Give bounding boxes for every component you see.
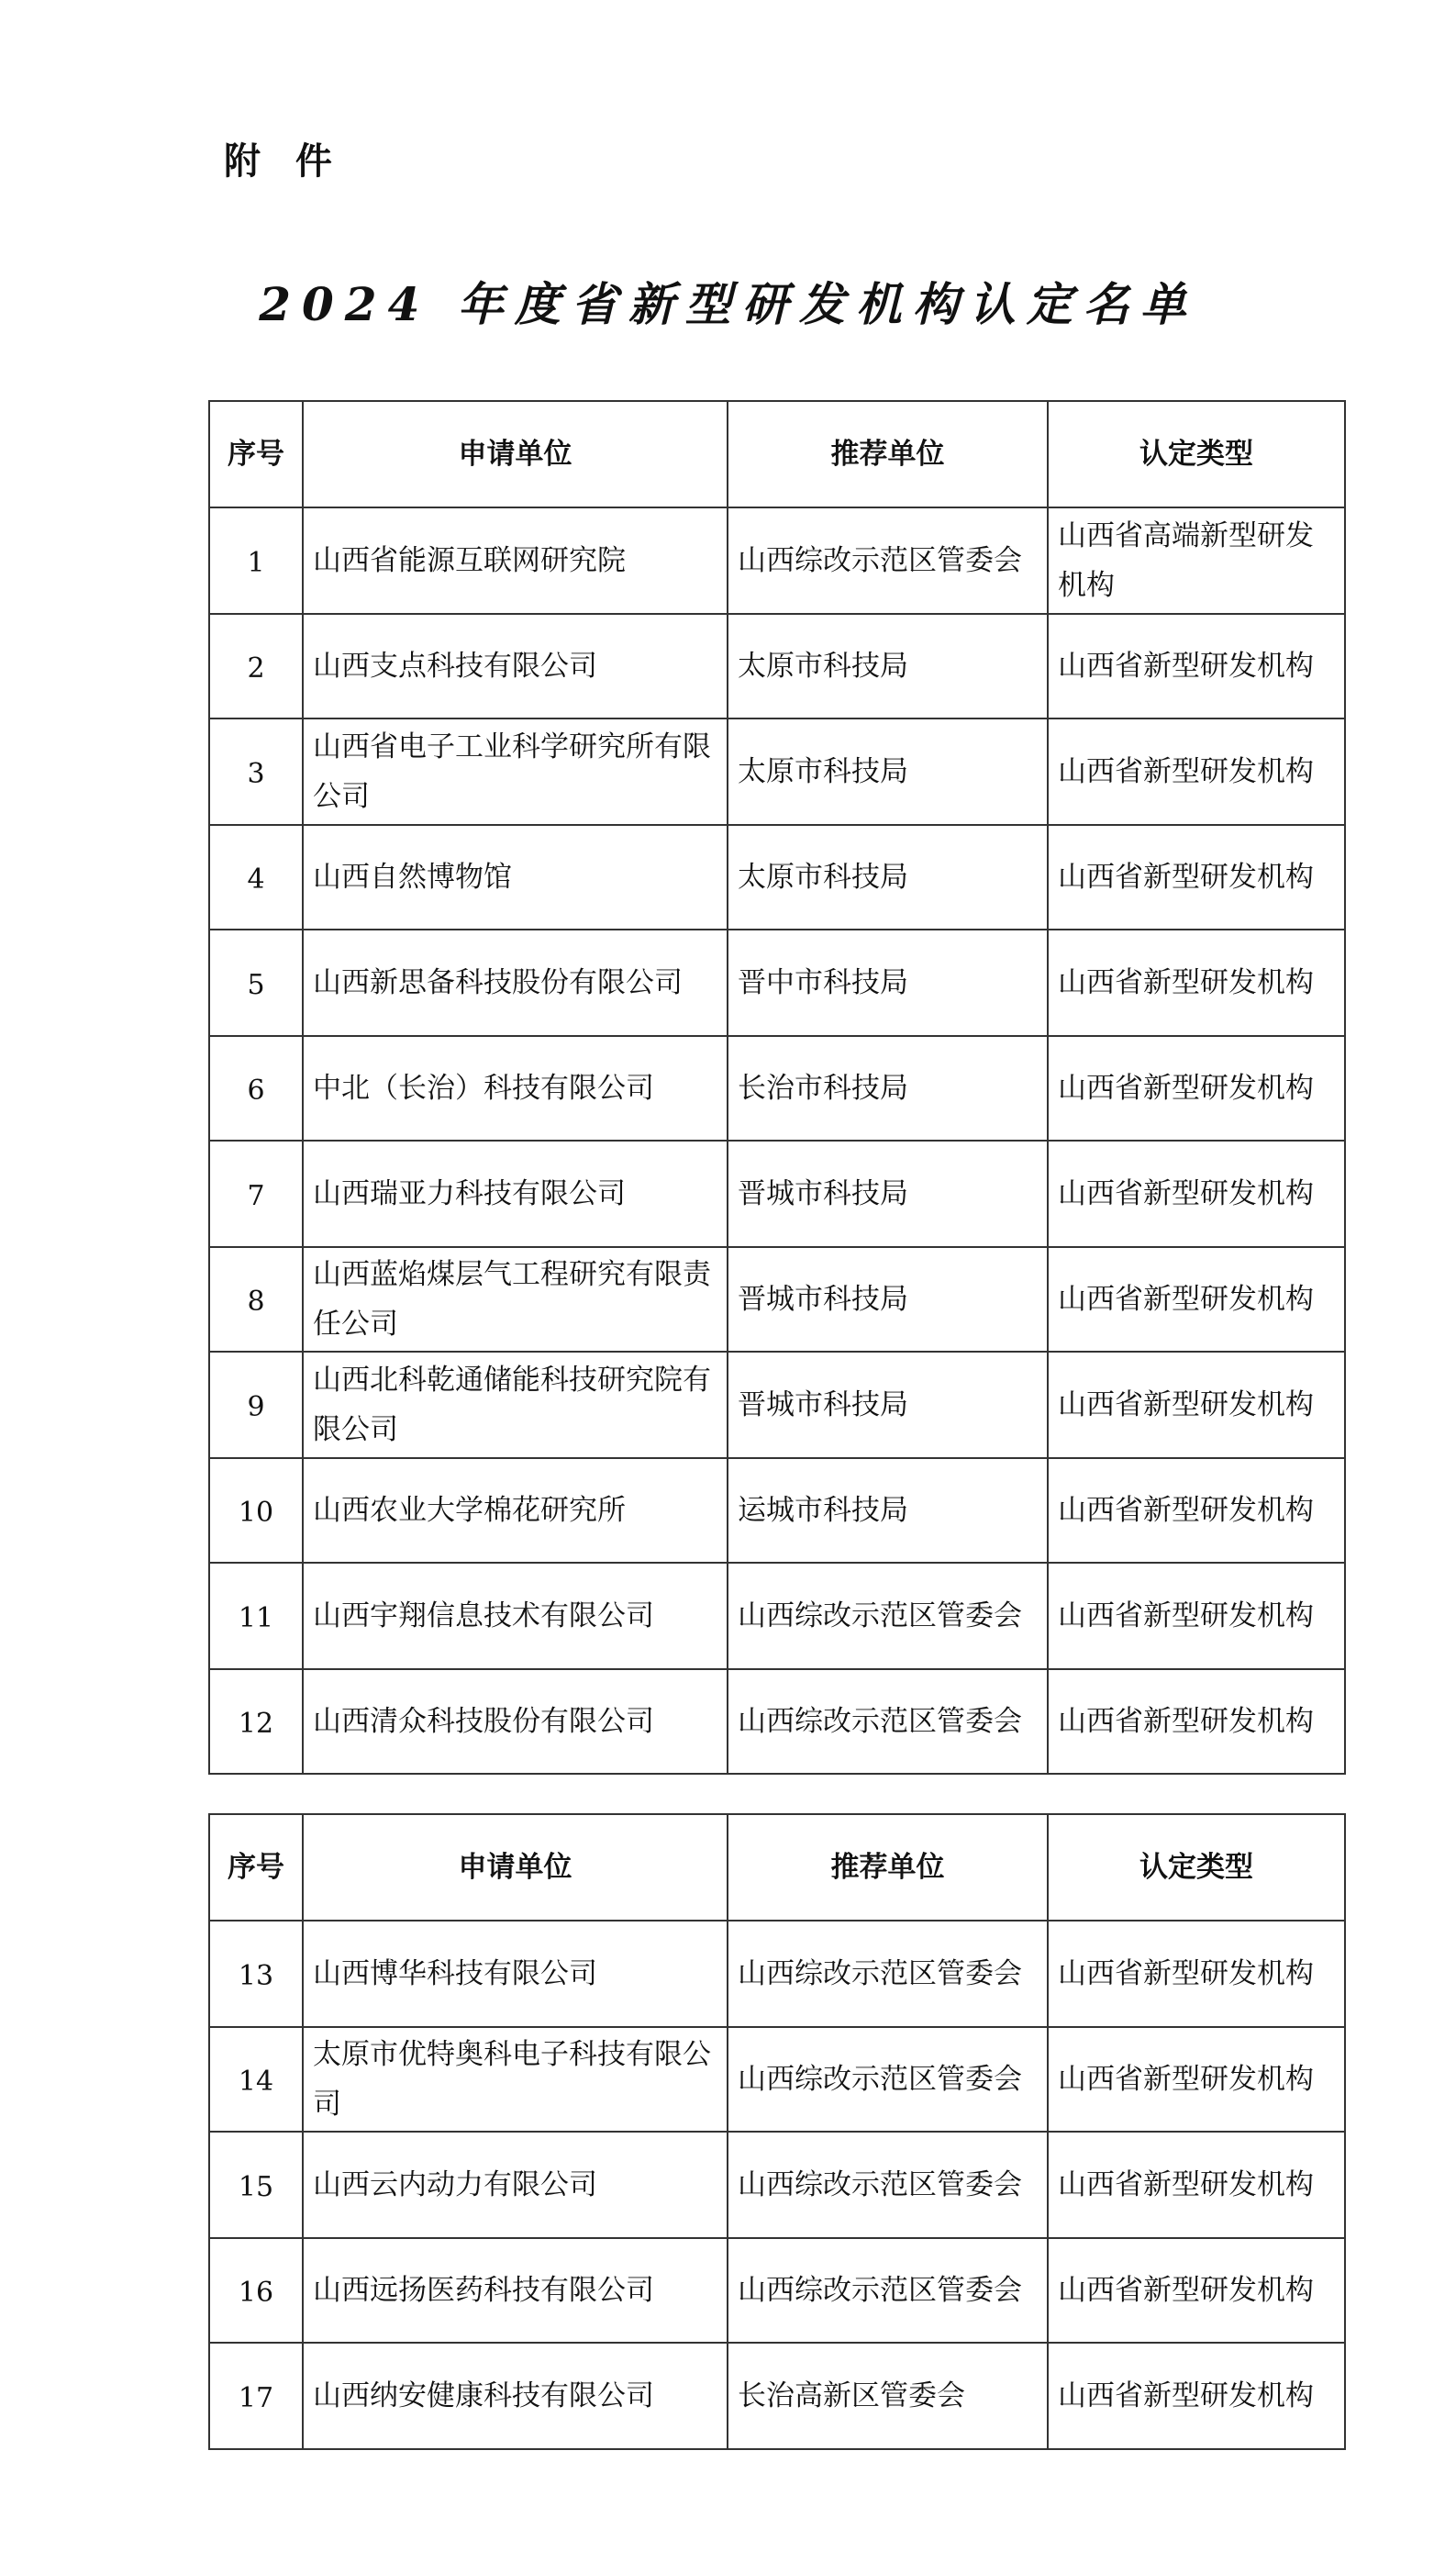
table-row (209, 1669, 1345, 1774)
cell-no: 14 (209, 2027, 303, 2132)
header-recommender: 推荐单位 (728, 1814, 1048, 1921)
header-no: 序号 (209, 1814, 303, 1921)
cell-applicant: 山西省能源互联网研究院 (303, 507, 728, 614)
cell-applicant: 山西博华科技有限公司 (303, 1921, 728, 2027)
table-row (209, 825, 1345, 930)
cell-recommender: 长治市科技局 (728, 1036, 1048, 1141)
cell-no: 7 (209, 1141, 303, 1247)
cell-applicant: 太原市优特奥科电子科技有限公司 (303, 2027, 728, 2132)
cell-recommender: 晋城市科技局 (728, 1247, 1048, 1352)
cell-applicant: 山西宇翔信息技术有限公司 (303, 1563, 728, 1669)
cell-type: 山西省高端新型研发机构 (1048, 507, 1345, 614)
cell-type: 山西省新型研发机构 (1048, 1563, 1345, 1669)
cell-applicant: 中北（长治）科技有限公司 (303, 1036, 728, 1141)
cell-type: 山西省新型研发机构 (1048, 1036, 1345, 1141)
table-row (209, 718, 1345, 825)
cell-type: 山西省新型研发机构 (1048, 718, 1345, 825)
cell-recommender: 山西综改示范区管委会 (728, 507, 1048, 614)
cell-type: 山西省新型研发机构 (1048, 2343, 1345, 2449)
cell-applicant: 山西蓝焰煤层气工程研究有限责任公司 (303, 1247, 728, 1352)
table-row (209, 1563, 1345, 1669)
cell-recommender: 晋城市科技局 (728, 1141, 1048, 1247)
header-recommender: 推荐单位 (728, 401, 1048, 507)
table-row (209, 614, 1345, 718)
cell-type: 山西省新型研发机构 (1048, 2027, 1345, 2132)
cell-applicant: 山西新思备科技股份有限公司 (303, 930, 728, 1036)
cell-type: 山西省新型研发机构 (1048, 2132, 1345, 2238)
roster-table-2 (208, 1813, 1346, 2450)
cell-recommender: 山西综改示范区管委会 (728, 1921, 1048, 2027)
cell-recommender: 山西综改示范区管委会 (728, 2238, 1048, 2343)
cell-applicant: 山西北科乾通储能科技研究院有限公司 (303, 1352, 728, 1458)
cell-no: 5 (209, 930, 303, 1036)
cell-type: 山西省新型研发机构 (1048, 825, 1345, 930)
cell-no: 2 (209, 614, 303, 718)
cell-no: 10 (209, 1458, 303, 1563)
cell-applicant: 山西纳安健康科技有限公司 (303, 2343, 728, 2449)
cell-recommender: 山西综改示范区管委会 (728, 1669, 1048, 1774)
cell-type: 山西省新型研发机构 (1048, 1247, 1345, 1352)
cell-recommender: 太原市科技局 (728, 718, 1048, 825)
cell-recommender: 山西综改示范区管委会 (728, 2132, 1048, 2238)
table-row (209, 2132, 1345, 2238)
cell-recommender: 晋城市科技局 (728, 1352, 1048, 1458)
table-row (209, 1036, 1345, 1141)
table-row (209, 507, 1345, 614)
cell-type: 山西省新型研发机构 (1048, 1921, 1345, 2027)
roster-table-1 (208, 400, 1346, 1775)
cell-no: 16 (209, 2238, 303, 2343)
cell-applicant: 山西云内动力有限公司 (303, 2132, 728, 2238)
attachment-label: 附 件 (224, 140, 343, 183)
cell-type: 山西省新型研发机构 (1048, 2238, 1345, 2343)
table-row (209, 2238, 1345, 2343)
cell-type: 山西省新型研发机构 (1048, 1141, 1345, 1247)
cell-applicant: 山西清众科技股份有限公司 (303, 1669, 728, 1774)
cell-no: 9 (209, 1352, 303, 1458)
cell-type: 山西省新型研发机构 (1048, 1458, 1345, 1563)
table-row (209, 1921, 1345, 2027)
cell-type: 山西省新型研发机构 (1048, 1669, 1345, 1774)
cell-no: 11 (209, 1563, 303, 1669)
cell-type: 山西省新型研发机构 (1048, 930, 1345, 1036)
cell-recommender: 晋中市科技局 (728, 930, 1048, 1036)
cell-no: 17 (209, 2343, 303, 2449)
cell-recommender: 运城市科技局 (728, 1458, 1048, 1563)
header-no: 序号 (209, 401, 303, 507)
cell-no: 1 (209, 507, 303, 614)
cell-applicant: 山西远扬医药科技有限公司 (303, 2238, 728, 2343)
table-row (209, 2027, 1345, 2132)
cell-type: 山西省新型研发机构 (1048, 614, 1345, 718)
table-header-row (209, 401, 1345, 507)
cell-applicant: 山西农业大学棉花研究所 (303, 1458, 728, 1563)
cell-applicant: 山西省电子工业科学研究所有限公司 (303, 718, 728, 825)
table-row (209, 930, 1345, 1036)
cell-no: 6 (209, 1036, 303, 1141)
cell-no: 3 (209, 718, 303, 825)
header-type: 认定类型 (1048, 401, 1345, 507)
cell-no: 8 (209, 1247, 303, 1352)
cell-no: 12 (209, 1669, 303, 1774)
cell-recommender: 长治高新区管委会 (728, 2343, 1048, 2449)
table-row (209, 1458, 1345, 1563)
table-row (209, 2343, 1345, 2449)
table-row (209, 1141, 1345, 1247)
cell-applicant: 山西瑞亚力科技有限公司 (303, 1141, 728, 1247)
cell-recommender: 太原市科技局 (728, 825, 1048, 930)
cell-applicant: 山西支点科技有限公司 (303, 614, 728, 718)
cell-no: 13 (209, 1921, 303, 2027)
table-row (209, 1352, 1345, 1458)
cell-no: 15 (209, 2132, 303, 2238)
cell-recommender: 太原市科技局 (728, 614, 1048, 718)
cell-recommender: 山西综改示范区管委会 (728, 2027, 1048, 2132)
cell-type: 山西省新型研发机构 (1048, 1352, 1345, 1458)
table-row (209, 1247, 1345, 1352)
cell-applicant: 山西自然博物馆 (303, 825, 728, 930)
cell-recommender: 山西综改示范区管委会 (728, 1563, 1048, 1669)
header-applicant: 申请单位 (303, 401, 728, 507)
cell-no: 4 (209, 825, 303, 930)
header-applicant: 申请单位 (303, 1814, 728, 1921)
table-header-row (209, 1814, 1345, 1921)
header-type: 认定类型 (1048, 1814, 1345, 1921)
document-title: 2024 年度省新型研发机构认定名单 (259, 277, 1197, 331)
